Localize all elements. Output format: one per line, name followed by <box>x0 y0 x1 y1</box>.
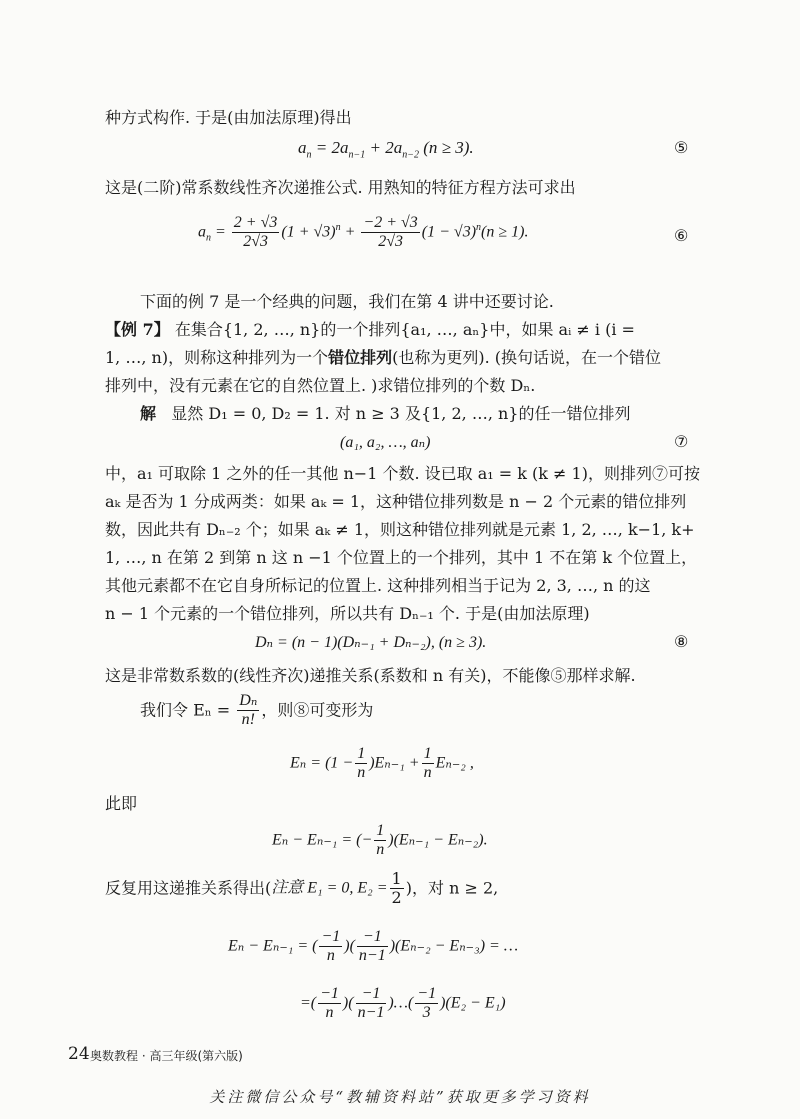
example-label: 【例 7】 <box>105 320 170 339</box>
equation-number-5: ⑤ <box>674 138 689 157</box>
text-line: 种方式构作. 于是(由加法原理)得出 <box>105 108 352 127</box>
fraction: $\frac{\text{Dₙ}}{n!}$ <box>239 692 258 728</box>
equation-5: $a_n = 2a_{n-1} + 2a_{n-2}$ (n ≥ 3). <box>298 138 474 161</box>
example-7-line-2: 1, …, n)，则称这种排列为一个错位排列(也称为更列). (换句话说，在一个错位 <box>105 348 661 367</box>
fraction: $\frac{1}{2}$ <box>391 869 402 907</box>
fraction: $\frac{-1}{3}$ <box>417 985 437 1021</box>
page-number: 24 <box>68 1044 90 1064</box>
equation-10: Eₙ − Eₙ₋₁ = (− $\frac{1}{n}$ )(Eₙ₋₁ − Eₙ₋₂). <box>272 822 488 858</box>
fraction: $\frac{-1}{n-1}$ <box>357 985 385 1021</box>
text-line: 这是非常数系数的(线性齐次)递推关系(系数和 n 有关)，不能像⑤那样求解. <box>105 666 636 685</box>
fraction: $\frac{-1}{n}$ <box>320 985 339 1021</box>
fraction: $\frac{1}{n}$ <box>423 745 432 781</box>
equation-12: =( $\frac{-1}{n}$ )( $\frac{-1}{n-1}$ )…( $\frac{-1}{3}$ )(E₂ − E₁) <box>300 985 506 1021</box>
fraction: $\frac{-2 + √3}{2√3}$ <box>363 214 418 250</box>
text-line: 中，a₁ 可取除 1 之外的任一其他 n−1 个数. 设已取 a₁ = k (k ≠ 1)，则排列⑦可按 <box>105 464 700 483</box>
equation-8: Dₙ = (n − 1)(Dₙ₋₁ + Dₙ₋₂), (n ≥ 3). <box>255 634 487 651</box>
fraction: $\frac{2 + √3}{2√3}$ <box>233 214 278 250</box>
equation-7: (a₁, a₂, …, aₙ) <box>340 434 431 451</box>
fraction: $\frac{-1}{n}$ <box>321 928 341 964</box>
example-7-line-1: 【例 7】 在集合{1, 2, …, n}的一个排列{a₁, …, aₙ}中，如果 aᵢ ≠ i (i = <box>105 320 635 339</box>
equation-number-7: ⑦ <box>674 432 689 451</box>
fraction: $\frac{-1}{n-1}$ <box>358 928 386 964</box>
equation-number-6: ⑥ <box>674 226 689 245</box>
text-line: 其他元素都不在它自身所标记的位置上. 这种排列相当于记为 2, 3, …, n 的这 <box>105 576 651 595</box>
fraction: $\frac{1}{n}$ <box>357 745 366 781</box>
solution-label: 解 <box>140 404 157 423</box>
text-line: 下面的例 7 是一个经典的问题，我们在第 4 讲中还要讨论. <box>140 292 554 311</box>
text-line: 这是(二阶)常系数线性齐次递推公式. 用熟知的特征方程方法可求出 <box>105 178 576 197</box>
term-derangement: 错位排列 <box>328 348 393 367</box>
equation-11: Eₙ − Eₙ₋₁ = ( $\frac{-1}{n}$ )( $\frac{-1}{n-1}$ )(Eₙ₋₂ − Eₙ₋₃) = … <box>228 928 519 964</box>
repeat-line: 反复用这递推关系得出(注意 E₁ = 0, E₂ = $\frac{1}{2}$ )，对 n ≥ 2, <box>105 869 499 907</box>
text-line: 数，因此共有 Dₙ₋₂ 个；如果 aₖ ≠ 1，则这种错位排列就是元素 1, 2, …, k−1, k+ <box>105 520 695 539</box>
example-7-line-3: 排列中，没有元素在它的自然位置上. )求错位排列的个数 Dₙ. <box>105 376 536 395</box>
definition-line: 我们令 Eₙ = $\frac{\text{Dₙ}}{n!}$ ，则⑧可变形为 <box>140 692 374 728</box>
book-title: 奥数教程 · 高三年级(第六版) <box>90 1049 243 1063</box>
watermark-text: 关注微信公众号“教辅资料站”获取更多学习资料 <box>209 1088 591 1106</box>
equation-number-8: ⑧ <box>674 632 689 651</box>
text-line: 此即 <box>105 794 138 813</box>
text-line: 1, …, n 在第 2 到第 n 这 n −1 个位置上的一个排列，其中 1 不在第 k 个位置上， <box>105 548 698 567</box>
equation-9: Eₙ = (1 − $\frac{1}{n}$ )Eₙ₋₁ + $\frac{1}{n}$ Eₙ₋₂ , <box>290 745 474 781</box>
equation-6: $a_n$ = $\frac{2 + √3}{2√3}$ $(1 + √3)^n$ + $\frac{-2 + √3}{2√3}$ $(1 - √3)^n(n \ge 1)$. <box>198 214 529 250</box>
fraction: $\frac{1}{n}$ <box>376 822 385 858</box>
solution-line-1: 解 显然 D₁ = 0, D₂ = 1. 对 n ≥ 3 及{1, 2, …, n}的任一错位排列 <box>140 404 631 423</box>
text-line: n − 1 个元素的一个错位排列，所以共有 Dₙ₋₁ 个. 于是(由加法原理) <box>105 604 590 623</box>
text-line: aₖ 是否为 1 分成两类：如果 aₖ = 1，这种错位排列数是 n − 2 个元素的错位排列 <box>105 492 687 511</box>
